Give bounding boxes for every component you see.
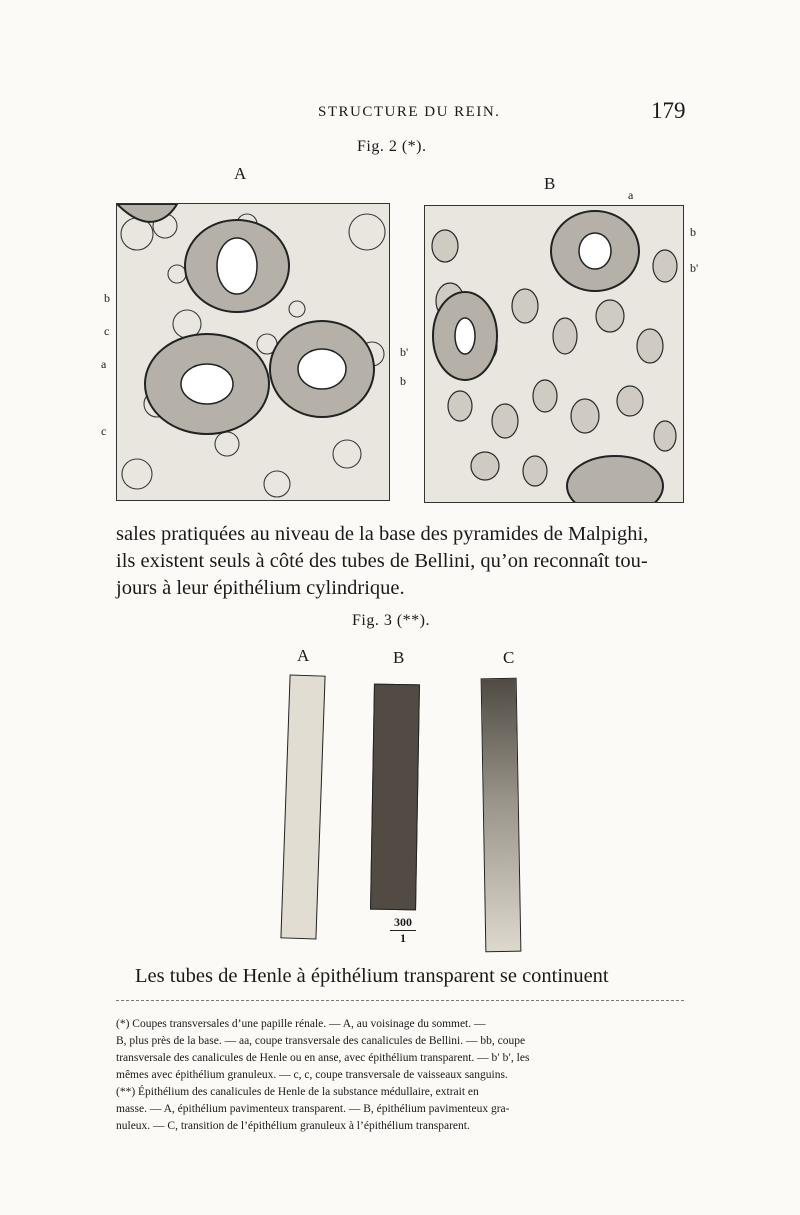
figure-3b-granular-epithelium — [370, 684, 420, 911]
figure-2-caption: Fig. 2 (*). — [357, 138, 427, 155]
running-title: STRUCTURE DU REIN. — [318, 104, 501, 120]
page-number: 179 — [651, 98, 686, 123]
body-text-line: sales pratiquées au niveau de la base des pyramides de Malpighi, — [116, 523, 649, 545]
figure-3-panel-a-letter: A — [297, 646, 310, 665]
body-text-line: Les tubes de Henle à épithélium transparent se continuent — [135, 965, 609, 987]
figure-2b-callout: b' — [400, 345, 409, 359]
figure-2a-callout: a — [101, 357, 107, 371]
footnote-line: (*) Coupes transversales d’une papille rénale. — A, au voisinage du sommet. — — [116, 1018, 486, 1030]
figure-2a-callout: c — [101, 424, 107, 438]
page-header — [0, 98, 800, 128]
scale-marker — [390, 915, 416, 946]
scale-denominator: 1 — [400, 931, 406, 945]
figure-3-panel-c-letter: C — [503, 648, 515, 667]
figure-2b-callout: b — [690, 225, 696, 239]
figure-2b-illustration — [424, 205, 684, 503]
figure-2a-callout: c — [104, 324, 110, 338]
figure-2a-illustration — [116, 203, 390, 501]
figure-2b-callout: b — [400, 374, 406, 388]
footnote-rule — [116, 1000, 684, 1001]
body-text-line: jours à leur épithélium cylindrique. — [116, 577, 405, 599]
footnote-line: nuleux. — C, transition de l’épithélium granuleux à l’épithélium transparent. — [116, 1120, 470, 1132]
figure-2a-callout: b — [104, 291, 110, 305]
footnote-line: (**) Épithélium des canalicules de Henle de la substance médullaire, extrait en — [116, 1086, 479, 1098]
figure-2b-callout: b' — [690, 261, 699, 275]
footnote-line: transversale des canalicules de Henle ou en anse, avec épithélium transparent. — b′ b′, les — [116, 1052, 530, 1064]
footnote-line: B, plus près de la base. — aa, coupe transversale des canalicules de Bellini. — bb, coupe — [116, 1035, 526, 1047]
figure-3-caption: Fig. 3 (**). — [352, 612, 430, 629]
body-text-line: ils existent seuls à côté des tubes de Bellini, qu’on reconnaît tou- — [116, 550, 648, 572]
figure-3a-transparent-epithelium — [280, 674, 325, 939]
footnote-line: mêmes avec épithélium granuleux. — c, c, coupe transversale de vaisseaux sanguins. — [116, 1069, 508, 1081]
figure-2-panel-b-letter: B — [544, 174, 556, 193]
figure-2-panel-a-letter: A — [234, 164, 247, 183]
figure-3c-transition-epithelium — [481, 678, 522, 953]
figure-2b-callout: a — [628, 188, 634, 202]
footnote-line: masse. — A, épithélium pavimenteux transparent. — B, épithélium pavimenteux gra- — [116, 1103, 510, 1115]
figure-3-panel-b-letter: B — [393, 648, 405, 667]
scale-numerator: 300 — [394, 915, 412, 929]
